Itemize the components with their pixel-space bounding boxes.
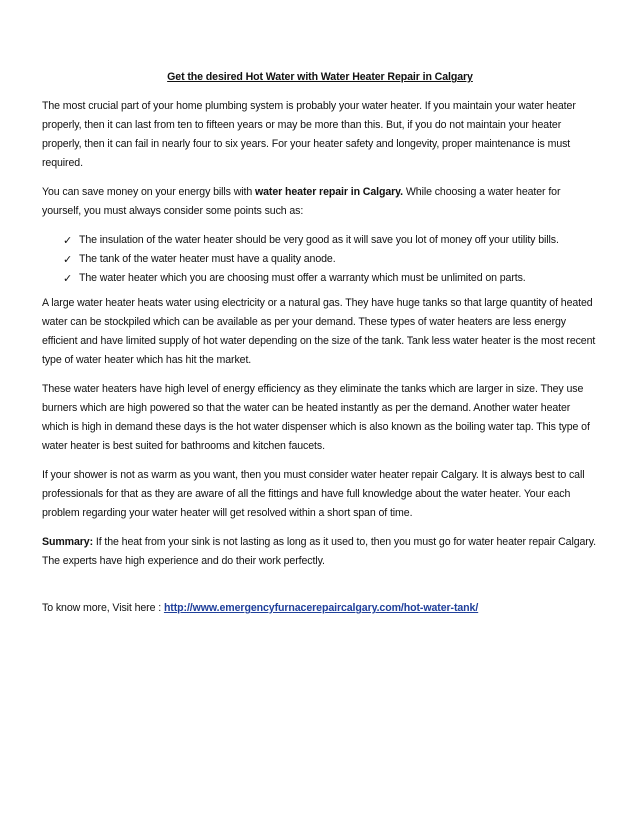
check-icon: ✓ (63, 272, 73, 285)
document-page (42, 68, 598, 628)
paragraph-text: While choosing a water heater for yourself, you must always consider some points such as: (42, 186, 561, 217)
visit-line (42, 599, 598, 618)
paragraph-text: You can save money on your energy bills with (42, 186, 255, 198)
summary-text: If the heat from your sink is not lasting as long as it used to, then you must go for water heater repair Calgary. The experts have high experience and do their work perfectly. (42, 536, 596, 567)
document-title: Get the desired Hot Water with Water Heater Repair in Calgary (167, 71, 473, 83)
summary-label: Summary: (42, 536, 94, 548)
website-link[interactable]: http://www.emergencyfurnacerepaircalgary.com/hot-water-tank/ (163, 602, 479, 614)
list-item (63, 250, 598, 269)
bold-keyword: water heater repair in Calgary. (255, 186, 404, 198)
check-icon: ✓ (63, 253, 73, 266)
paragraph-intro: The most crucial part of your home plumbing system is probably your water heater. If you maintain your water heater properly, then it can last from ten to fifteen years or may be more than this. But, if you do not maintain your heater properly, then it can fail in nearly four to six years. For your heater safety and longevity, proper maintenance is must required. (42, 100, 576, 169)
paragraph-tank-heaters: A large water heater heats water using electricity or a natural gas. They have huge tanks so that large quantity of heated water can be stockpiled which can be available as per your demand. These types of water heaters are less energy efficient and have limited supply of hot water depending on the size of the tank. Tank less water heater is the most recent type of water heater which has hit the market. (42, 297, 596, 366)
visit-label: To know more, Visit here : (42, 602, 164, 614)
list-item-text: The tank of the water heater must have a quality anode. (79, 253, 336, 265)
paragraph-energy-efficiency: These water heaters have high level of energy efficiency as they eliminate the tanks which are larger in size. They use burners which are high powered so that the water can be heated instantly as per the demand. Another water heater which is high in demand these days is the hot water dispenser which is also known as the boiling water tap. This type of water heater is best suited for bathrooms and kitchen faucets. (42, 383, 590, 452)
list-item-text: The insulation of the water heater should be very good as it will save you lot of money off your utility bills. (79, 234, 559, 246)
paragraph-energy-savings (42, 183, 598, 221)
list-item (63, 269, 598, 288)
paragraph-summary (42, 533, 598, 571)
list-item (63, 231, 598, 250)
paragraph-professional-repair: If your shower is not as warm as you want, then you must consider water heater repair Calgary. It is always best to call professionals for that as they are aware of all the fittings and have full knowledge about the water heater. Your each problem regarding your water heater will get resolved within a short span of time. (42, 469, 585, 519)
list-item-text: The water heater which you are choosing must offer a warranty which must be unlimited on parts. (79, 272, 526, 284)
check-icon: ✓ (63, 234, 73, 247)
considerations-checklist (42, 231, 598, 288)
